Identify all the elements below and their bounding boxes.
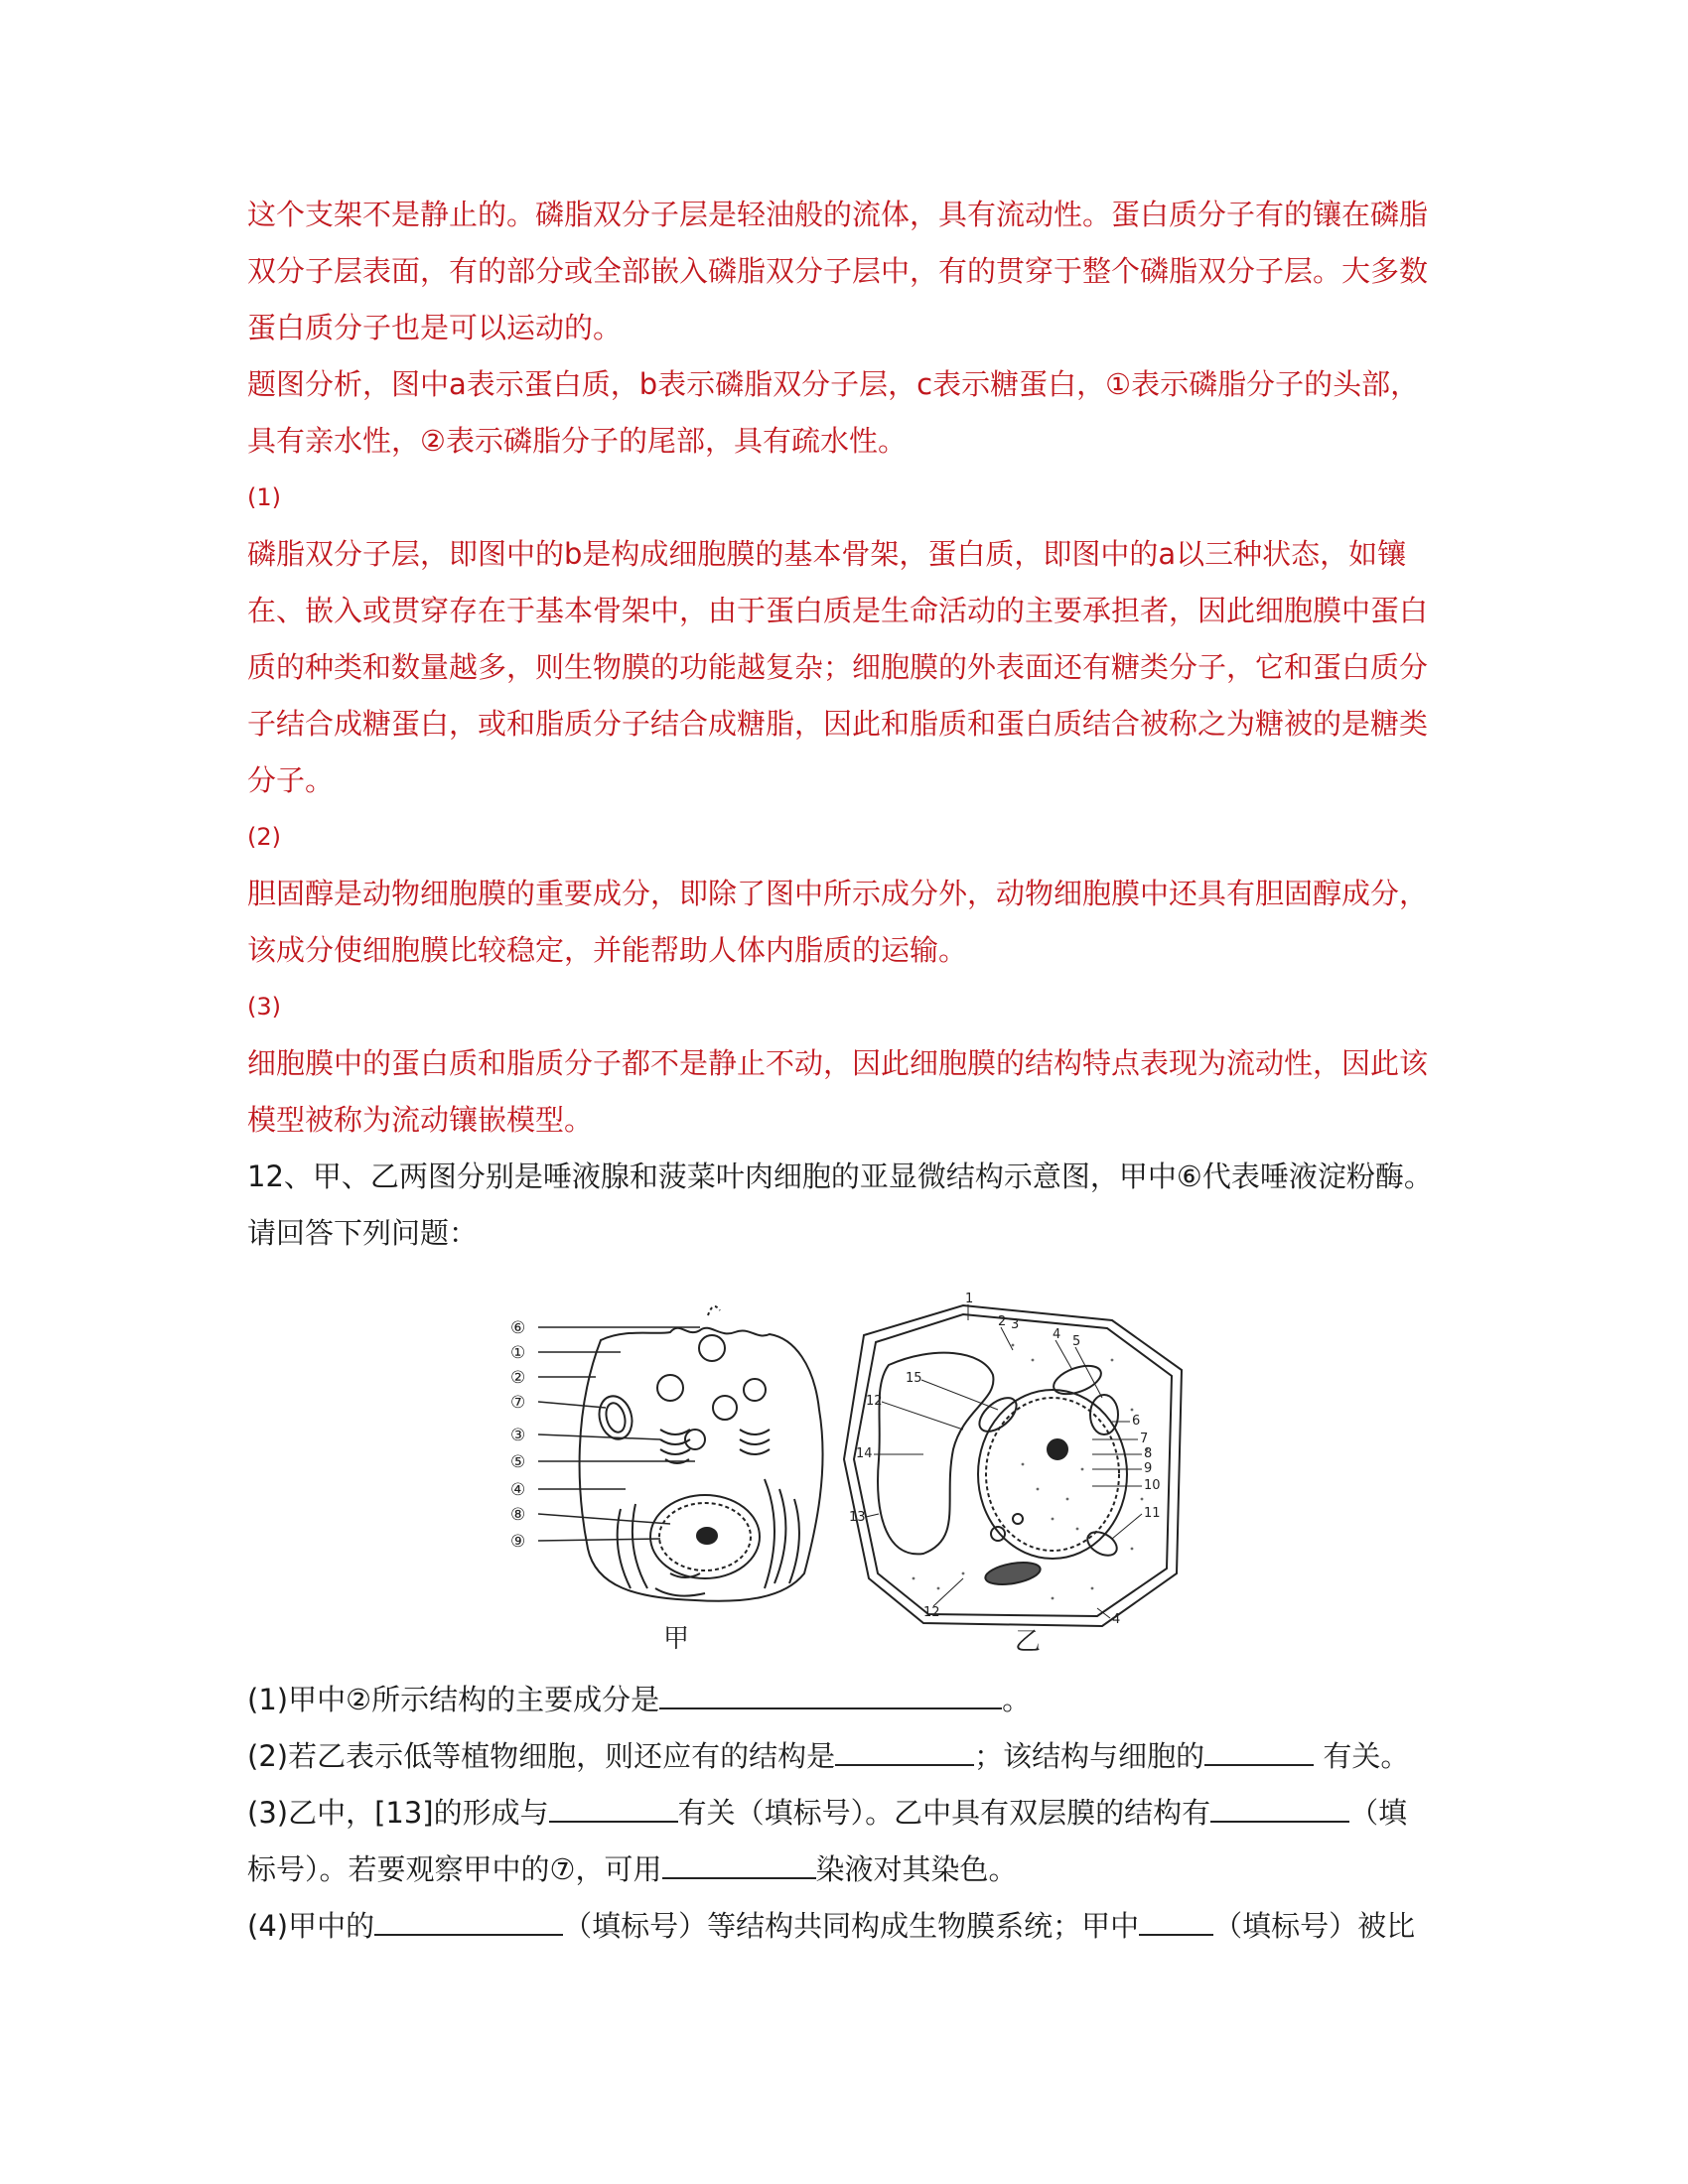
sub-question-2 <box>247 1728 1439 1785</box>
cell-diagram-svg <box>496 1291 1192 1658</box>
text-line: 磷脂双分子层，即图中的b是构成细胞膜的基本骨架，蛋白质，即图中的a以三种状态，如镶 <box>247 537 1407 571</box>
question-12-stem <box>247 1149 1439 1262</box>
text-line: 题图分析，图中a表示蛋白质，b表示磷脂双分子层，c表示糖蛋白，①表示磷脂分子的头部， <box>247 367 1420 401</box>
label-14: 14 <box>856 1446 873 1461</box>
text-line: 双分子层表面，有的部分或全部嵌入磷脂双分子层中，有的贯穿于整个磷脂双分子层。大多数 <box>247 254 1429 288</box>
sub3-text-a: (3)乙中，[13]的形成与 <box>247 1796 549 1830</box>
text-line: 子结合成糖蛋白，或和脂质分子结合成糖脂，因此和脂质和蛋白质结合被称之为糖被的是糖类 <box>247 707 1429 741</box>
answer-3 <box>247 1035 1439 1149</box>
answer-blank-3b[interactable] <box>1210 1791 1349 1823</box>
answer-label-1 <box>247 470 1439 526</box>
sub1-text-b: 。 <box>1002 1683 1032 1716</box>
text-line: 请回答下列问题： <box>247 1216 479 1250</box>
label-12-top: 12 <box>866 1394 883 1409</box>
answer-label-2 <box>247 809 1439 866</box>
label-top-4: 4 <box>1053 1327 1061 1342</box>
label-8: ⑧ <box>510 1505 526 1525</box>
label-11-right: 11 <box>1144 1506 1161 1521</box>
label-top-2: 2 <box>998 1314 1007 1329</box>
sub3-text-c: （填 <box>1349 1796 1408 1830</box>
sub4-text-b: （填标号）等结构共同构成生物膜系统；甲中 <box>563 1909 1140 1943</box>
text-line: 12、甲、乙两图分别是唾液腺和菠菜叶肉细胞的亚显微结构示意图，甲中⑥代表唾液淀粉酶。 <box>247 1160 1433 1193</box>
label-4-bottom: 4 <box>1112 1612 1121 1627</box>
label-7-right: 7 <box>1140 1432 1149 1446</box>
analysis-paragraph-1 <box>247 187 1439 356</box>
sub3-text-b: 有关（填标号）。乙中具有双层膜的结构有 <box>677 1796 1211 1830</box>
analysis-paragraph-2 <box>247 356 1439 470</box>
text-line: 该成分使细胞膜比较稳定，并能帮助人体内脂质的运输。 <box>247 933 968 967</box>
sub4-text-c: （填标号）被比 <box>1213 1909 1416 1943</box>
answer-blank-3a[interactable] <box>549 1791 678 1823</box>
label-8-right: 8 <box>1144 1446 1153 1461</box>
caption-jia: 甲 <box>663 1624 690 1654</box>
text-line: 蛋白质分子也是可以运动的。 <box>247 311 623 344</box>
answer-blank-1[interactable] <box>659 1678 1002 1709</box>
jia-labels <box>510 1318 525 1552</box>
answer-blank-2b[interactable] <box>1204 1734 1314 1766</box>
sub-question-4 <box>247 1898 1439 1955</box>
text-line: (3) <box>247 993 281 1021</box>
label-7: ⑦ <box>510 1393 526 1413</box>
label-6-right: 6 <box>1132 1414 1141 1429</box>
sub3-text-e: 染液对其染色。 <box>815 1852 1018 1886</box>
text-line: 分子。 <box>247 763 335 797</box>
answer-2 <box>247 866 1439 979</box>
answer-blank-2a[interactable] <box>835 1734 974 1766</box>
sub4-text-a: (4)甲中的 <box>247 1909 375 1943</box>
answer-label-3 <box>247 979 1439 1035</box>
label-9-right: 9 <box>1144 1461 1153 1476</box>
answer-blank-4b[interactable] <box>1139 1904 1213 1936</box>
answer-blank-4a[interactable] <box>374 1904 563 1936</box>
label-5: ⑤ <box>510 1452 526 1472</box>
text-line: (1) <box>247 483 281 511</box>
label-1: ① <box>510 1343 526 1363</box>
label-2: ② <box>510 1368 526 1388</box>
text-line: 质的种类和数量越多，则生物膜的功能越复杂；细胞膜的外表面还有糖类分子，它和蛋白质分 <box>247 650 1429 684</box>
answer-blank-3c[interactable] <box>662 1847 816 1879</box>
sub2-text-c: 有关。 <box>1314 1739 1410 1773</box>
cell-diagram-figure <box>496 1291 1192 1658</box>
text-line: 细胞膜中的蛋白质和脂质分子都不是静止不动，因此细胞膜的结构特点表现为流动性，因此该 <box>247 1046 1429 1080</box>
text-line: (2) <box>247 823 281 851</box>
sub-question-1 <box>247 1672 1439 1728</box>
label-top-1: 1 <box>965 1292 974 1306</box>
label-10-right: 10 <box>1144 1478 1161 1493</box>
label-15: 15 <box>906 1371 922 1386</box>
text-line: 这个支架不是静止的。磷脂双分子层是轻油般的流体，具有流动性。蛋白质分子有的镶在磷脂 <box>247 198 1429 231</box>
label-12-bottom: 12 <box>923 1605 940 1620</box>
text-line: 模型被称为流动镶嵌模型。 <box>247 1103 594 1137</box>
sub2-text-a: (2)若乙表示低等植物细胞，则还应有的结构是 <box>247 1739 836 1773</box>
yi-stipple <box>913 1344 1149 1600</box>
answer-1 <box>247 526 1439 809</box>
text-line: 在、嵌入或贯穿存在于基本骨架中，由于蛋白质是生命活动的主要承担者，因此细胞膜中蛋白 <box>247 594 1429 627</box>
plant-cell-yi <box>844 1305 1182 1626</box>
caption-yi: 乙 <box>1015 1627 1042 1657</box>
label-top-3: 3 <box>1011 1317 1020 1332</box>
label-6: ⑥ <box>510 1318 526 1338</box>
label-3: ③ <box>510 1426 526 1445</box>
label-top-5: 5 <box>1072 1334 1081 1349</box>
text-line: 具有亲水性，②表示磷脂分子的尾部，具有疏水性。 <box>247 424 907 458</box>
label-9: ⑨ <box>510 1532 526 1552</box>
animal-cell-jia <box>580 1306 823 1601</box>
label-13: 13 <box>849 1510 866 1525</box>
label-4: ④ <box>510 1480 526 1500</box>
sub3-text-d: 标号）。若要观察甲中的⑦，可用 <box>247 1852 662 1886</box>
sub-question-3 <box>247 1785 1439 1898</box>
text-line: 胆固醇是动物细胞膜的重要成分，即除了图中所示成分外，动物细胞膜中还具有胆固醇成分， <box>247 877 1429 910</box>
sub2-text-b: ；该结构与细胞的 <box>974 1739 1205 1773</box>
sub1-text-a: (1)甲中②所示结构的主要成分是 <box>247 1683 660 1716</box>
